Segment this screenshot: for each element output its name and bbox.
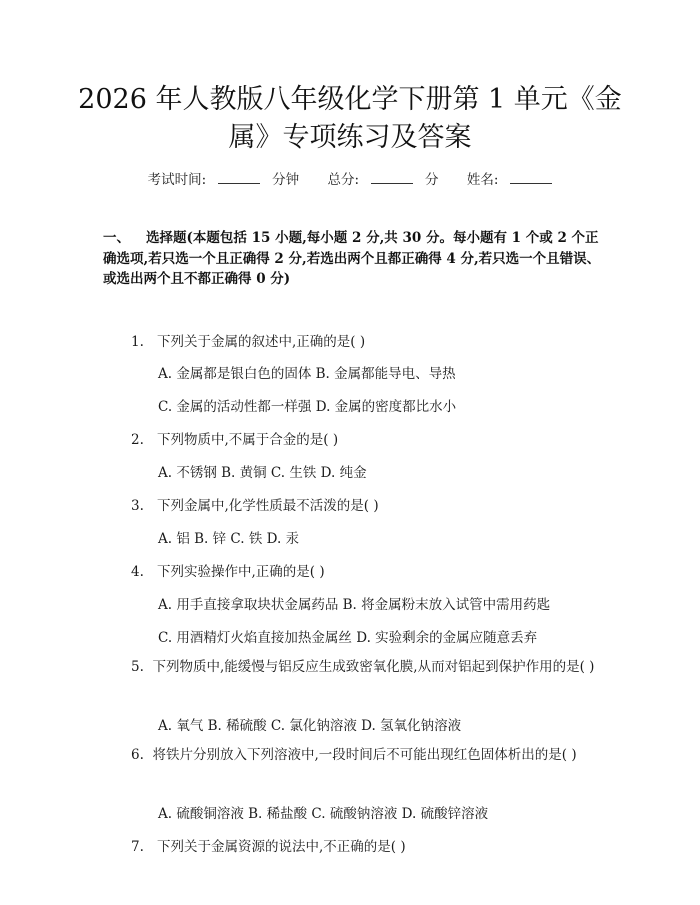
time-unit: 分钟 (272, 172, 300, 188)
question-stem: 下列关于金属的叙述中,正确的是( ) (157, 334, 366, 350)
question-3 (131, 494, 379, 514)
section-number: 一、 (103, 230, 130, 246)
question-number: 7. (131, 839, 144, 855)
time-label: 考试时间: (147, 172, 207, 188)
question-number: 3. (131, 498, 144, 514)
question-1 (131, 330, 365, 350)
score-blank (371, 171, 413, 184)
question-6-options: A. 硫酸铜溶液 B. 稀盐酸 C. 硫酸钠溶液 D. 硫酸锌溶液 (158, 806, 489, 822)
page-title-line2: 属》专项练习及答案 (228, 122, 472, 153)
question-number: 5. (131, 659, 144, 675)
score-unit: 分 (425, 172, 439, 188)
name-field (461, 172, 559, 188)
question-stem: 将铁片分别放入下列溶液中,一段时间后不可能出现红色固体析出的是( ) (152, 747, 577, 763)
question-1-options-row1: A. 金属都是银白色的固体 B. 金属都能导电、导热 (158, 366, 456, 382)
question-stem: 下列关于金属资源的说法中,不正确的是( ) (157, 839, 406, 855)
question-2 (131, 428, 338, 448)
question-5 (103, 657, 603, 678)
question-stem: 下列物质中,能缓慢与铝反应生成致密氧化膜,从而对铝起到保护作用的是( ) (152, 659, 595, 675)
question-1-options-row2: C. 金属的活动性都一样强 D. 金属的密度都比水小 (158, 399, 457, 415)
question-4 (131, 560, 325, 580)
score-label: 总分: (327, 172, 360, 188)
question-2-options: A. 不锈钢 B. 黄铜 C. 生铁 D. 纯金 (158, 465, 367, 481)
section-heading (103, 228, 603, 290)
question-number: 2. (131, 432, 144, 448)
question-stem: 下列金属中,化学性质最不活泼的是( ) (157, 498, 379, 514)
question-number: 4. (131, 564, 144, 580)
score-field (321, 172, 448, 188)
question-5-options: A. 氧气 B. 稀硫酸 C. 氯化钠溶液 D. 氢氧化钠溶液 (158, 718, 462, 734)
question-stem: 下列实验操作中,正确的是( ) (157, 564, 325, 580)
question-6 (103, 745, 603, 766)
question-4-options-row1: A. 用手直接拿取块状金属药品 B. 将金属粉末放入试管中需用药匙 (158, 597, 551, 613)
time-field (142, 172, 310, 188)
name-blank (510, 171, 552, 184)
question-stem: 下列物质中,不属于合金的是( ) (157, 432, 339, 448)
question-number: 6. (131, 747, 144, 763)
time-blank (218, 171, 260, 184)
section-instructions: 选择题(本题包括 15 小题,每小题 2 分,共 30 分。每小题有 1 个或 2 个正确选项,若只选一个且正确得 2 分,若选出两个且都正确得 4 分,若只选一个且错误、或选出两个且不都正确得 0 分) (103, 230, 601, 287)
question-3-options: A. 铝 B. 锌 C. 铁 D. 汞 (158, 531, 300, 547)
question-number: 1. (131, 334, 144, 350)
exam-meta (0, 168, 700, 188)
question-4-options-row2: C. 用酒精灯火焰直接加热金属丝 D. 实验剩余的金属应随意丢弃 (158, 630, 538, 646)
question-7 (131, 835, 406, 855)
page-title-line1: 2026 年人教版八年级化学下册第 1 单元《金 (78, 84, 622, 115)
name-label: 姓名: (466, 172, 499, 188)
